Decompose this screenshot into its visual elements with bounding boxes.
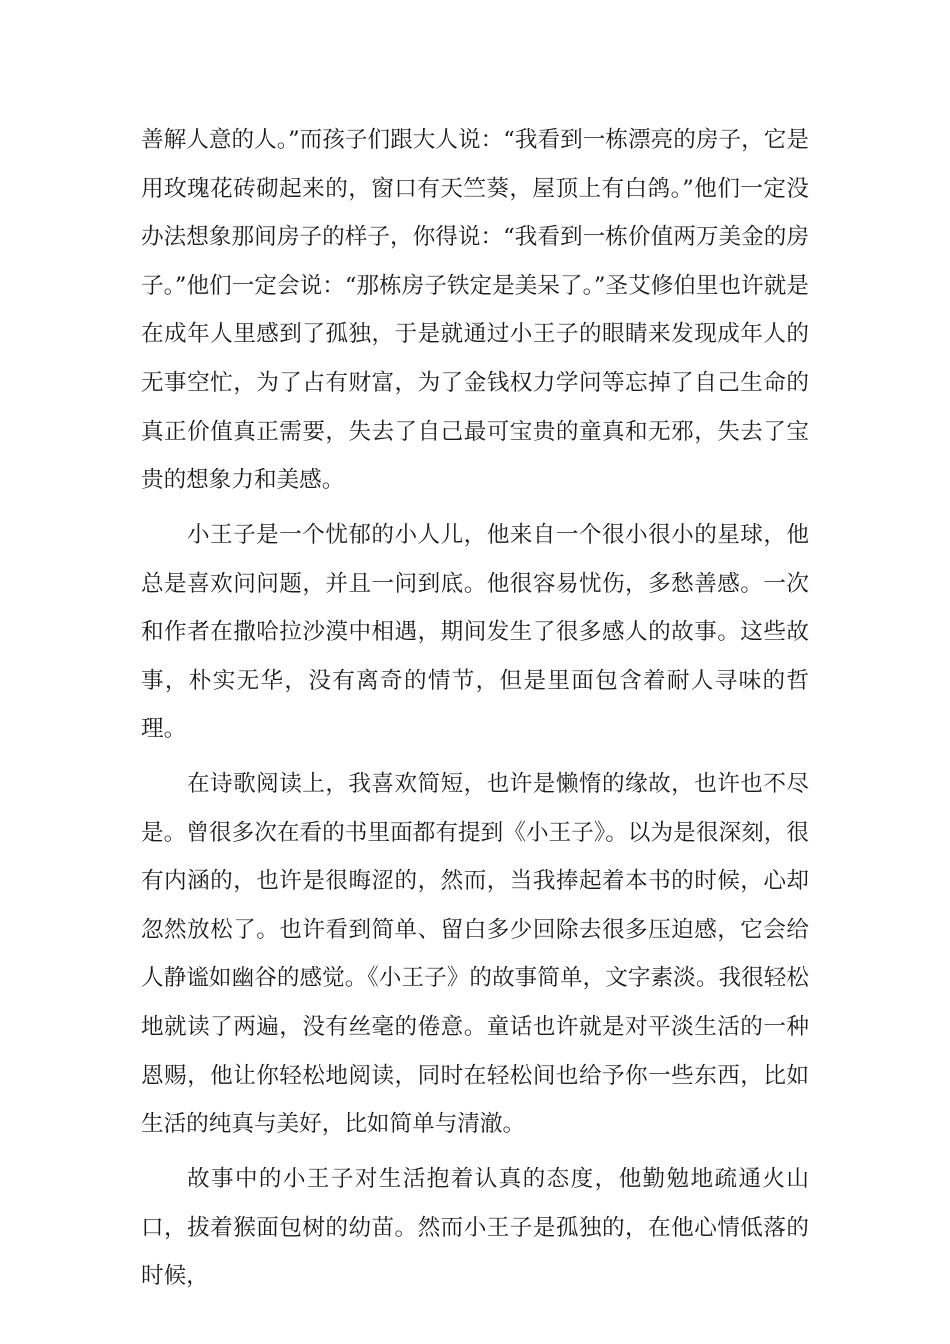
paragraph-reading-experience: 在诗歌阅读上，我喜欢简短，也许是懒惰的缘故，也许也不尽是。曾很多次在看的书里面都有提到《小王子》。以为是很深刻，很有内涵的，也许是很晦涩的，然而，当我捧起着本书的时候，心却忽然放松了。也许看到简单、留白多少回除去很多压迫感，它会给人静谧如幽谷的感觉。《小王子》的故事简单，文字素淡。我很轻松地就读了两遍，没有丝毫的倦意。童话也许就是对平淡生活的一种恩赐，他让你轻松地阅读，同时在轻松间也给予你一些东西，比如生活的纯真与美好，比如简单与清澈。 xyxy=(141,771,809,1138)
paragraph-story-attitude: 故事中的小王子对生活抱着认真的态度，他勤勉地疏通火山口，拔着猴面包树的幼苗。然而小王子是孤独的，在他心情低落的时候， xyxy=(141,1166,809,1290)
body-text xyxy=(141,116,809,1307)
paragraph-little-prince-description: 小王子是一个忧郁的小人儿，他来自一个很小很小的星球，他总是喜欢问问题，并且一问到底。他很容易忧伤，多愁善感。一次和作者在撒哈拉沙漠中相遇，期间发生了很多感人的故事。这些故事，朴实无华，没有离奇的情节，但是里面包含着耐人寻味的哲理。 xyxy=(141,521,809,743)
paragraph-continuation: 善解人意的人。”而孩子们跟大人说：“我看到一栋漂亮的房子，它是用玫瑰花砖砌起来的，窗口有天竺葵，屋顶上有白鸽。”他们一定没办法想象那间房子的样子，你得说：“我看到一栋价值两万美金的房子。”他们一定会说：“那栋房子铁定是美呆了。”圣艾修伯里也许就是在成年人里感到了孤独，于是就通过小王子的眼睛来发现成年人的无事空忙，为了占有财富，为了金钱权力学问等忘掉了自己生命的真正价值真正需要，失去了自己最可宝贵的童真和无邪，失去了宝贵的想象力和美感。 xyxy=(141,127,809,494)
